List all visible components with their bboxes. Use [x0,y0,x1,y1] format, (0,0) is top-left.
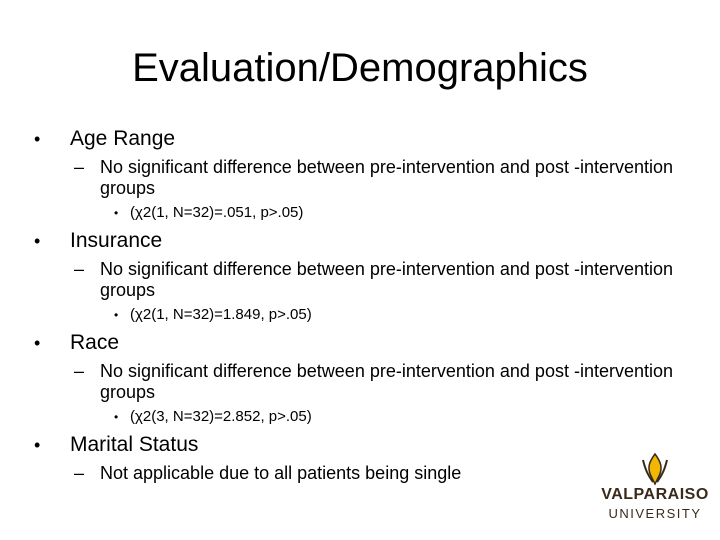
bullet-insurance [34,227,694,255]
bullet-icon: • [114,206,119,220]
sub-bullet-text: Not applicable due to all patients being single [100,463,462,483]
bullet-heading: Race [70,331,120,354]
bullet-marital-status [34,431,694,459]
bullet-list [34,125,694,484]
sub-bullet-text: No significant difference between pre-intervention and post -intervention groups [100,259,674,300]
bullet-icon: • [34,333,41,353]
sub-bullet [34,463,694,484]
university-logo [600,452,710,532]
logo-wordmark: VALPARAISO [601,486,709,503]
dash-icon: – [74,259,85,279]
stat-text: (χ2(3, N=32)=2.852, p>.05) [130,408,312,425]
bullet-heading: Insurance [70,229,163,252]
stat-text: (χ2(1, N=32)=.051, p>.05) [130,204,304,221]
bullet-heading: Age Range [70,127,176,150]
sub-bullet [34,259,694,301]
bullet-icon: • [114,410,119,424]
sub-bullet-text: No significant difference between pre-intervention and post -intervention groups [100,157,674,198]
sub-bullet [34,361,694,403]
bullet-icon: • [34,231,41,251]
dash-icon: – [74,157,85,177]
dash-icon: – [74,361,85,381]
bullet-age-range [34,125,694,153]
bullet-icon: • [114,308,119,322]
stat-bullet [34,305,694,325]
torch-icon [635,452,675,486]
logo-subtitle: UNIVERSITY [608,506,702,521]
slide-title: Evaluation/Demographics [132,46,588,90]
dash-icon: – [74,463,85,483]
bullet-icon: • [34,435,41,455]
bullet-heading: Marital Status [70,433,199,456]
stat-text: (χ2(1, N=32)=1.849, p>.05) [130,306,312,323]
stat-bullet [34,407,694,427]
bullet-race [34,329,694,357]
stat-bullet [34,203,694,223]
sub-bullet-text: No significant difference between pre-intervention and post -intervention groups [100,361,674,402]
bullet-icon: • [34,129,41,149]
sub-bullet [34,157,694,199]
